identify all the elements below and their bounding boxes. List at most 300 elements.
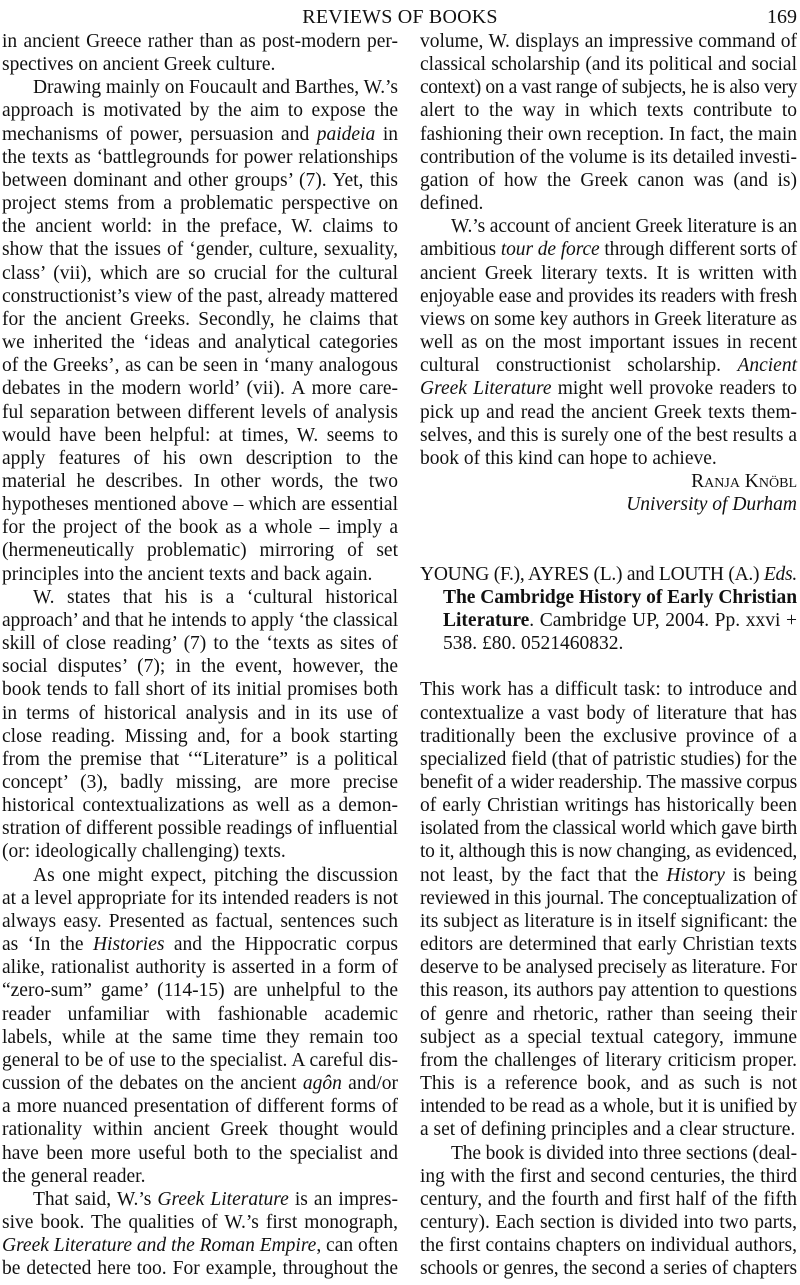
text-segment: gation of how the Greek canon was (and is): [420, 169, 797, 191]
text-line-content: [2, 146, 398, 169]
text-segment: would have been helpful: at times, W. seems to: [2, 424, 398, 446]
text-line-content: [2, 1003, 398, 1026]
text-segment: alert to the way in which texts contribute to: [420, 100, 797, 122]
text-line-content: [420, 678, 797, 701]
text-line-content: [420, 840, 797, 863]
italic-text: agôn: [302, 1073, 342, 1095]
text-line-content: [420, 1003, 797, 1026]
text-line: [420, 308, 797, 331]
text-segment: of early Christian writings has historically been: [420, 795, 797, 817]
text-segment: benefit of a wider readership. The massive corpus: [420, 772, 797, 794]
text-line: [420, 192, 797, 215]
text-segment: and/or: [341, 1073, 398, 1095]
text-line: [420, 609, 797, 632]
text-line: [420, 1257, 797, 1280]
italic-text: tour de force: [500, 239, 600, 261]
review-text-conclusion: [420, 30, 797, 470]
text-segment: the ancient world: in the preface, W. claims to: [2, 216, 398, 238]
text-segment: alike, rationalist authority is asserted in a form of: [2, 957, 398, 979]
text-line-content: [2, 285, 398, 308]
text-line: [2, 516, 398, 539]
text-segment: book of this kind can hope to achieve.: [420, 447, 717, 469]
text-segment: the texts as ‘battlegrounds for power relationships: [2, 146, 398, 168]
text-line: [420, 123, 797, 146]
text-line: [2, 1095, 398, 1118]
text-segment: labels, while at the same time they remain too: [2, 1026, 398, 1048]
text-line-content: [420, 308, 797, 331]
text-line: [2, 725, 398, 748]
text-line: [420, 933, 797, 956]
text-segment: The book is divided into three sections (deal-: [451, 1142, 797, 1164]
text-line-content: [420, 794, 797, 817]
text-line-content: [420, 447, 717, 470]
text-line-content: [2, 99, 398, 122]
text-segment: through different sorts of: [599, 239, 797, 261]
reviewer-name: Ranja Knöbl: [691, 470, 797, 492]
text-line-content: [2, 840, 286, 863]
text-line-content: [420, 377, 797, 400]
text-line: [420, 1003, 797, 1026]
text-segment: specialized field (that of patristic studies) for the: [420, 748, 797, 770]
reviewer-affiliation: University of Durham: [626, 494, 797, 516]
text-line-content: [2, 354, 398, 377]
text-line: [420, 817, 797, 840]
text-line: [2, 377, 398, 400]
text-segment: historical contextualizations as well as a demon-: [2, 795, 398, 817]
text-line-content: [33, 76, 398, 99]
text-segment: of the Greeks’, as can be seen in ‘many analogous: [2, 355, 398, 377]
text-line: [2, 146, 398, 169]
italic-text: Greek Literature and the Roman Empire: [2, 1235, 317, 1257]
text-line: [420, 238, 797, 261]
text-line-content: [420, 702, 797, 725]
text-line-content: [2, 262, 398, 285]
text-line: [2, 933, 398, 956]
text-line: [2, 192, 398, 215]
text-line-content: [2, 794, 398, 817]
text-segment: subject as a special textual category, immune: [420, 1026, 797, 1048]
text-segment: approach’ and that he intends to apply ‘the classical: [2, 609, 398, 631]
text-line: [2, 1234, 398, 1257]
text-segment: sive book. The qualities of W.’s first monograph,: [2, 1211, 398, 1233]
text-line: [420, 678, 797, 701]
running-head: [0, 4, 800, 30]
text-line-content: [2, 401, 398, 424]
text-line-content: [2, 1118, 398, 1141]
text-segment: a set of defining principles and a clear structure.: [420, 1119, 796, 1141]
text-line-content: [420, 1234, 797, 1257]
italic-text: Eds.: [763, 563, 797, 585]
text-segment: ambitious: [420, 239, 501, 261]
text-line-content: [420, 1257, 797, 1280]
text-segment: contribution of the volume is its detailed investi-: [420, 146, 797, 168]
text-segment: of genre and rhetoric, rather than seeing their: [420, 1003, 797, 1025]
text-segment: traditionally been the exclusive province of a: [420, 725, 797, 747]
text-line-content: [2, 215, 398, 238]
text-line: [2, 678, 398, 701]
bold-text: Literature: [443, 609, 530, 631]
text-segment: class’ (vii), which are so crucial for the cultural: [2, 262, 398, 284]
text-line-content: [420, 285, 797, 308]
text-line: [2, 262, 398, 285]
text-segment: and the Hippocratic corpus: [164, 934, 398, 956]
text-line-content: [420, 979, 797, 1002]
text-line: [420, 354, 797, 377]
text-line-content: [2, 910, 398, 933]
text-line-content: [2, 979, 398, 1002]
text-line: [2, 53, 398, 76]
text-segment: ancient Greek literary texts. It is written with: [420, 262, 797, 284]
text-line-content: [2, 447, 398, 470]
text-line: [2, 887, 398, 910]
text-line: [420, 1188, 797, 1211]
text-segment: This work has a difficult task: to introduce and: [420, 679, 797, 701]
text-line: [2, 215, 398, 238]
italic-text: History: [666, 864, 725, 886]
text-line: [420, 53, 797, 76]
text-line-content: [451, 1142, 797, 1165]
text-segment: editors are determined that early Christian texts: [420, 934, 797, 956]
text-segment: have been more useful both to the specialist and: [2, 1142, 398, 1164]
text-line-content: [2, 956, 398, 979]
text-segment: century, and the fourth and first half of the fifth: [420, 1188, 797, 1210]
text-line-content: [2, 1072, 398, 1095]
text-line-content: [420, 563, 797, 586]
text-line: [420, 1072, 797, 1095]
text-line: [2, 1142, 398, 1165]
text-segment: defined.: [420, 193, 484, 215]
text-line: [2, 748, 398, 771]
text-line: [420, 1211, 797, 1234]
text-segment: close reading. Missing and, for a book starting: [2, 725, 398, 747]
text-line: [420, 1049, 797, 1072]
text-line-content: [420, 1118, 795, 1141]
text-segment: be detected here too. For example, throughout the: [2, 1258, 398, 1280]
text-line: [2, 1165, 398, 1188]
text-segment: century). Each section is divided into two parts,: [420, 1211, 797, 1233]
text-line: [2, 331, 398, 354]
text-segment: its subject as literature is in itself significant: the: [420, 910, 797, 932]
text-segment: (or: ideologically challenging) texts.: [2, 841, 286, 863]
review-text-continued: [2, 30, 398, 1280]
text-line: [420, 146, 797, 169]
text-line: [2, 632, 398, 655]
text-line-content: [2, 308, 398, 331]
text-segment: W.’s account of ancient Greek literature is an: [451, 216, 797, 238]
text-line-content: [2, 655, 398, 678]
text-line-content: [2, 771, 398, 794]
text-line-content: [2, 516, 398, 539]
text-line-content: [2, 1026, 398, 1049]
text-line-content: [2, 725, 398, 748]
text-line-content: [2, 563, 372, 586]
text-line: [2, 1118, 398, 1141]
text-line-content: [2, 377, 398, 400]
text-segment: , can often: [316, 1235, 398, 1257]
text-line-content: [2, 887, 398, 910]
text-line: [2, 354, 398, 377]
text-segment: YOUNG (F.), AYRES (L.) and LOUTH (A.): [420, 563, 764, 585]
text-line-content: [2, 1234, 398, 1257]
text-line: [2, 956, 398, 979]
text-line-content: [420, 99, 797, 122]
text-segment: contextualize a vast body of literature that has: [420, 702, 797, 724]
text-line-content: [420, 238, 797, 261]
text-line: [420, 76, 797, 99]
text-segment: we inherited the ‘ideas and analytical categories: [2, 332, 398, 354]
text-segment: context) on a vast range of subjects, he is also very: [420, 77, 797, 99]
italic-text: Histories: [92, 934, 165, 956]
text-line-content: [420, 192, 483, 215]
text-line-content: [420, 771, 797, 794]
text-line: [2, 123, 398, 146]
text-line-content: [2, 53, 275, 76]
text-line-content: [2, 1211, 398, 1234]
text-line: [2, 401, 398, 424]
text-line: [2, 609, 398, 632]
text-segment: might well provoke readers to: [551, 378, 798, 400]
text-segment: cussion of the debates on the ancient: [2, 1073, 303, 1095]
italic-text: Ancient: [737, 355, 797, 377]
text-segment: selves, and this is surely one of the best results a: [420, 424, 797, 446]
text-line: [2, 424, 398, 447]
text-segment: volume, W. displays an impressive command of: [420, 31, 797, 52]
text-line: [420, 401, 797, 424]
text-line-content: [443, 632, 623, 655]
text-segment: not least, by the fact that the: [420, 864, 667, 886]
text-line-content: [420, 53, 797, 76]
text-line: [420, 887, 797, 910]
text-segment: schools or genres, the second a series of chapters: [420, 1258, 797, 1280]
text-segment: in: [375, 123, 398, 145]
text-line: [420, 1234, 797, 1257]
text-line-content: [2, 169, 398, 192]
text-line-content: [420, 424, 797, 447]
text-line-content: [443, 609, 797, 632]
text-line-content: [420, 169, 797, 192]
text-line: [2, 771, 398, 794]
text-line: [2, 979, 398, 1002]
text-line-content: [2, 748, 398, 771]
text-segment: is being: [724, 864, 797, 886]
text-line: [420, 30, 797, 53]
text-line-content: [2, 493, 398, 516]
text-segment: ing with the first and second centuries, the third: [420, 1165, 797, 1187]
text-line: [420, 285, 797, 308]
text-line-content: [33, 864, 398, 887]
text-line: [2, 794, 398, 817]
text-line-content: [420, 956, 797, 979]
text-segment: the general reader.: [2, 1165, 146, 1187]
text-line: [420, 563, 797, 586]
text-line: [420, 864, 797, 887]
text-line: [2, 817, 398, 840]
text-segment: social disputes’ (7); in the event, however, the: [2, 656, 398, 678]
text-line: [2, 493, 398, 516]
text-line: [2, 702, 398, 725]
text-line-content: [2, 1142, 398, 1165]
text-segment: constructionist’s view of the past, already mattered: [2, 285, 398, 307]
text-line: [420, 169, 797, 192]
text-line: [2, 30, 398, 53]
book-citation: [420, 563, 797, 656]
text-line-content: [420, 331, 797, 354]
text-line: [2, 1188, 398, 1211]
text-line: [2, 285, 398, 308]
text-line-content: [420, 864, 797, 887]
text-line: [420, 1165, 797, 1188]
italic-text: Greek Literature: [420, 378, 552, 400]
text-segment: this reason, its authors pay attention to questions: [420, 980, 797, 1002]
text-segment: hypotheses mentioned above – which are essential: [2, 494, 398, 516]
text-segment: reviewed in this journal. The conceptualization of: [420, 887, 797, 909]
text-segment: W. states that his is a ‘cultural historical: [33, 586, 398, 608]
text-line-content: [2, 331, 398, 354]
text-line-content: [420, 725, 797, 748]
text-line-content: [2, 424, 398, 447]
text-line-content: [420, 933, 797, 956]
text-line: [2, 910, 398, 933]
text-segment: in ancient Greece rather than as post-modern per-: [2, 31, 398, 52]
text-segment: mechanisms of power, persuasion and: [2, 123, 317, 145]
text-segment: deserve to be analysed precisely as literature. For: [420, 957, 797, 979]
text-line-content: [443, 586, 797, 609]
text-line-content: [33, 586, 398, 609]
text-segment: concept’ (3), badly missing, are more precise: [2, 772, 398, 793]
text-segment: show that the issues of ‘gender, culture, sexuality,: [2, 239, 398, 261]
italic-text: Greek Literature: [157, 1188, 289, 1210]
text-line-content: [420, 1165, 797, 1188]
text-line: [420, 1142, 797, 1165]
text-line-content: [2, 30, 398, 53]
text-line: [2, 447, 398, 470]
text-segment: for the project of the book as a whole – imply a: [2, 517, 398, 539]
text-line-content: [2, 539, 398, 562]
text-line-content: [420, 262, 797, 285]
text-segment: cultural constructionist scholarship.: [420, 355, 738, 377]
text-line: [420, 702, 797, 725]
text-line: [2, 238, 398, 261]
right-column: [420, 30, 797, 1280]
text-line-content: [33, 1188, 398, 1211]
text-line-content: [420, 401, 797, 424]
text-line-content: [420, 1188, 797, 1211]
text-line-content: [420, 817, 797, 840]
text-segment: pick up and read the ancient Greek texts them-: [420, 401, 797, 423]
text-line-content: [420, 910, 797, 933]
bold-text: The Cambridge History of Early Christian: [443, 586, 797, 608]
text-line-content: [2, 678, 398, 701]
text-line: [420, 262, 797, 285]
text-segment: approach is motivated by the aim to expose the: [2, 100, 398, 122]
text-segment: a more nuanced presentation of different forms of: [2, 1096, 398, 1118]
text-segment: As one might expect, pitching the discussion: [33, 864, 398, 886]
text-line: [2, 99, 398, 122]
text-line-content: [451, 215, 797, 238]
text-segment: isolated from the classical world which gave birth: [420, 818, 797, 840]
text-line: [2, 539, 398, 562]
text-line-content: [420, 123, 797, 146]
text-line-content: [2, 238, 398, 261]
text-line: [2, 586, 398, 609]
text-segment: Drawing mainly on Foucault and Barthes, W.’s: [33, 77, 398, 99]
text-line: [420, 424, 797, 447]
text-segment: the first contains chapters on individual authors,: [420, 1235, 797, 1257]
page-number: 169: [767, 6, 797, 28]
text-line: [2, 1211, 398, 1234]
text-segment: rationality within ancient Greek thought would: [2, 1119, 398, 1141]
text-segment: skill of close reading’ (7) to the ‘texts as sites of: [2, 633, 398, 655]
text-line-content: [2, 1095, 398, 1118]
text-line-content: [2, 1165, 145, 1188]
new-review-text: [420, 678, 797, 1280]
text-line-content: [2, 123, 398, 146]
text-line-content: [420, 76, 797, 99]
text-line: [420, 215, 797, 238]
left-column: [2, 30, 398, 1280]
text-segment: That said, W.’s: [33, 1188, 158, 1210]
text-line-content: [420, 1095, 797, 1118]
text-segment: general to be of use to the specialist. A careful dis-: [2, 1049, 398, 1071]
text-line: [420, 840, 797, 863]
text-line: [420, 979, 797, 1002]
text-line: [2, 1026, 398, 1049]
text-line-content: [2, 817, 398, 840]
text-segment: debates in the modern world’ (vii). A more care-: [2, 378, 398, 400]
text-segment: 538. £80. 0521460832.: [443, 633, 624, 655]
text-line: [420, 748, 797, 771]
text-segment: as ‘In the: [2, 934, 93, 956]
text-line-content: [420, 354, 797, 377]
text-segment: views on some key authors in Greek literature as: [420, 308, 797, 330]
text-segment: apply features of his own description to the: [2, 447, 398, 469]
text-segment: book tends to fall short of its initial promises both: [2, 679, 398, 701]
text-line: [420, 956, 797, 979]
text-segment: spectives on ancient Greek culture.: [2, 54, 276, 76]
text-line-content: [420, 887, 797, 910]
text-line-content: [420, 748, 797, 771]
text-segment: (hermeneutically problematic) mirroring of set: [2, 540, 398, 562]
text-line: [2, 1003, 398, 1026]
text-segment: intended to be read as a whole, but it is unified by: [420, 1096, 797, 1118]
text-line: [420, 447, 797, 470]
text-line: [2, 76, 398, 99]
text-segment: fashioning their own reception. In fact, the main: [420, 123, 797, 145]
text-line: [2, 563, 398, 586]
text-segment: This is a reference book, and as such is not: [420, 1073, 797, 1095]
text-line-content: [420, 1072, 797, 1095]
text-line: [420, 632, 797, 655]
text-line: [420, 377, 797, 400]
text-segment: to it, although this is now changing, as evidenced,: [420, 841, 797, 863]
text-line: [420, 725, 797, 748]
text-segment: at a level appropriate for its intended readers is not: [2, 887, 398, 909]
text-line-content: [2, 933, 398, 956]
text-line: [420, 331, 797, 354]
text-line: [420, 771, 797, 794]
text-segment: project stems from a problematic perspective on: [2, 193, 398, 215]
text-segment: is an impres-: [288, 1188, 398, 1210]
text-segment: ful separation between different levels of analysis: [2, 401, 398, 423]
text-segment: from the premise that ‘“Literature” is a political: [2, 748, 398, 770]
text-segment: between dominant and other groups’ (7). Yet, this: [2, 169, 398, 191]
text-segment: . Cambridge UP, 2004. Pp. xxvi +: [529, 609, 797, 631]
text-segment: stration of different possible readings of influential: [2, 818, 398, 840]
text-segment: material he describes. In other words, the two: [2, 470, 398, 492]
text-segment: “zero-sum” game’ (114-15) are unhelpful to the: [2, 980, 398, 1002]
text-line: [420, 1026, 797, 1049]
text-line-content: [420, 1049, 797, 1072]
